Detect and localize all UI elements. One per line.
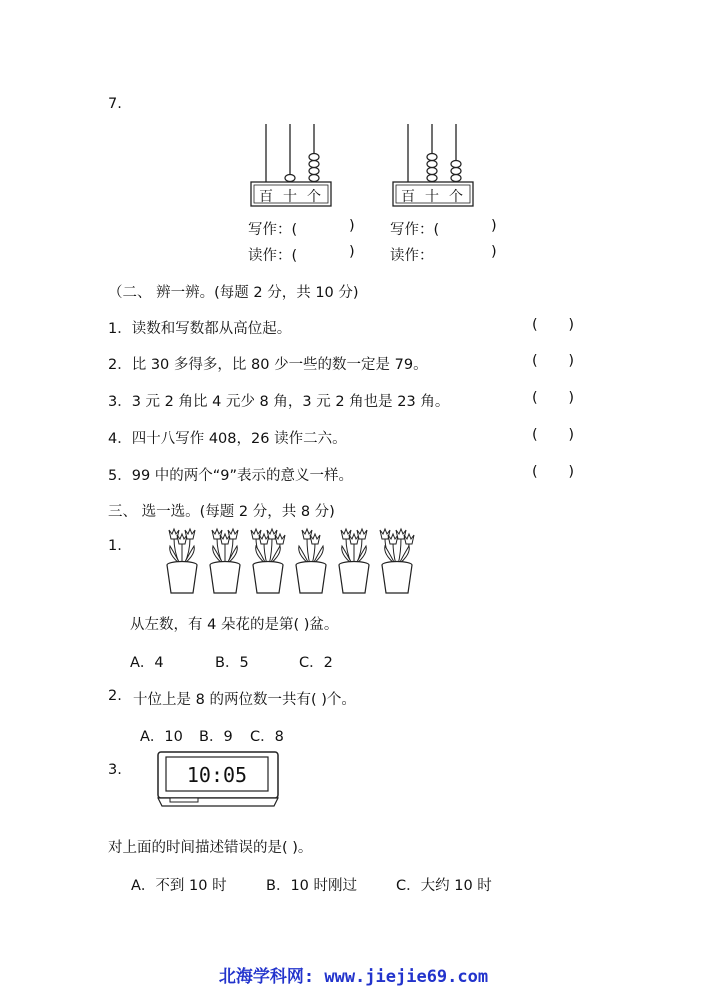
judge-item-1-close: ) [568,317,574,333]
abacus-1-bead [309,168,319,175]
choice-q3-option-b[interactable]: B．10 时刚过 [266,878,358,894]
abacus-2-bead [451,175,461,182]
judge-item-3-answer[interactable] [532,390,574,406]
abacus-1-bead [309,154,319,161]
judge-item-2-close: ) [568,353,574,369]
choice-q2-option-a[interactable]: A．10 [140,729,183,745]
abacus-2-bead [427,154,437,161]
judge-item-1-open: ( [532,317,538,333]
choice-q1-option-c[interactable]: C．2 [299,655,333,671]
choice-q2-option-c[interactable]: C．8 [250,729,284,745]
abacus-2-bead [427,161,437,168]
abacus-2-bead [427,168,437,175]
abacus-1-bead [309,161,319,168]
flower-pot-5 [339,529,369,593]
judge-item-1-text: 1．读数和写数都从高位起。 [108,321,292,337]
choice-q2-option-b[interactable]: B．9 [199,729,233,745]
choice-q1-question: 从左数，有 4 朵花的是第( )盆。 [130,617,339,633]
judge-item-4-open: ( [532,427,538,443]
judge-item-2-answer[interactable] [532,353,574,369]
abacus-1-label-tens: 十 [283,189,297,205]
abacus-1-bead [285,175,295,182]
judge-item-5-close: ) [568,464,574,480]
choice-q3-question: 对上面的时间描述错误的是( )。 [108,840,313,856]
judge-item-5-open: ( [532,464,538,480]
abacus-1-write-label: 写作：( [248,222,298,238]
section-3-heading: 三、 选一选。(每题 2 分，共 8 分) [108,504,335,520]
abacus-2-bead [451,161,461,168]
choice-q3-option-a[interactable]: A．不到 10 时 [131,878,227,894]
abacus-2-read-close: ) [491,244,497,260]
judge-item-3-text: 3．3 元 2 角比 4 元少 8 角，3 元 2 角也是 23 角。 [108,394,450,410]
judge-item-2-open: ( [532,353,538,369]
judge-item-4-close: ) [568,427,574,443]
flower-pots-illustration [160,520,430,600]
flower-pot-1 [167,529,197,593]
judge-item-1-answer[interactable] [532,317,574,333]
abacus-1-label-hundreds: 百 [259,189,273,205]
footer-watermark: 北海学科网: www.jiejie69.com [218,967,489,987]
abacus-1-read-label: 读作：( [248,248,298,264]
judge-item-3-open: ( [532,390,538,406]
abacus-2-label-hundreds: 百 [401,189,415,205]
abacus-2-label-ones: 个 [449,189,463,205]
choice-q3-option-c[interactable]: C．大约 10 时 [396,878,492,894]
digital-clock-illustration [156,750,282,810]
judge-item-4-answer[interactable] [532,427,574,443]
abacus-2-write-close: ) [491,218,497,234]
judge-item-5-answer[interactable] [532,464,574,480]
flower-pot-2 [210,529,240,593]
clock-time-text: 10:05 [186,763,248,787]
judge-item-5-text: 5．99 中的两个“9”表示的意义一样。 [108,468,354,484]
abacus-1-bead [309,175,319,182]
abacus-1-read-close: ) [349,244,355,260]
judge-item-4-text: 4．四十八写作 408，26 读作二六。 [108,431,347,447]
choice-q1-number: 1. [108,538,122,554]
choice-q3-number: 3. [108,762,122,778]
section-2-heading: （二、 辨一辨。(每题 2 分，共 10 分) [108,285,359,301]
choice-q1-option-a[interactable]: A．4 [130,655,164,671]
flower-pot-4 [296,529,326,593]
question-7-number: 7. [108,96,122,112]
abacus-1-write-close: ) [349,218,355,234]
abacus-2-label-tens: 十 [425,189,439,205]
flower-pot-6 [380,529,414,593]
choice-q1-option-b[interactable]: B．5 [215,655,249,671]
abacus-2-bead [451,168,461,175]
judge-item-2-text: 2．比 30 多得多，比 80 少一些的数一定是 79。 [108,357,428,373]
abacus-2-read-label: 读作： [390,248,434,264]
abacus-1-label-ones: 个 [307,189,321,205]
choice-q2-number: 2. [108,688,122,704]
abacus-2-bead [427,175,437,182]
abacus-2-write-label: 写作：( [390,222,440,238]
choice-q2-question: 十位上是 8 的两位数一共有( )个。 [133,692,356,708]
flower-pot-3 [251,529,285,593]
judge-item-3-close: ) [568,390,574,406]
